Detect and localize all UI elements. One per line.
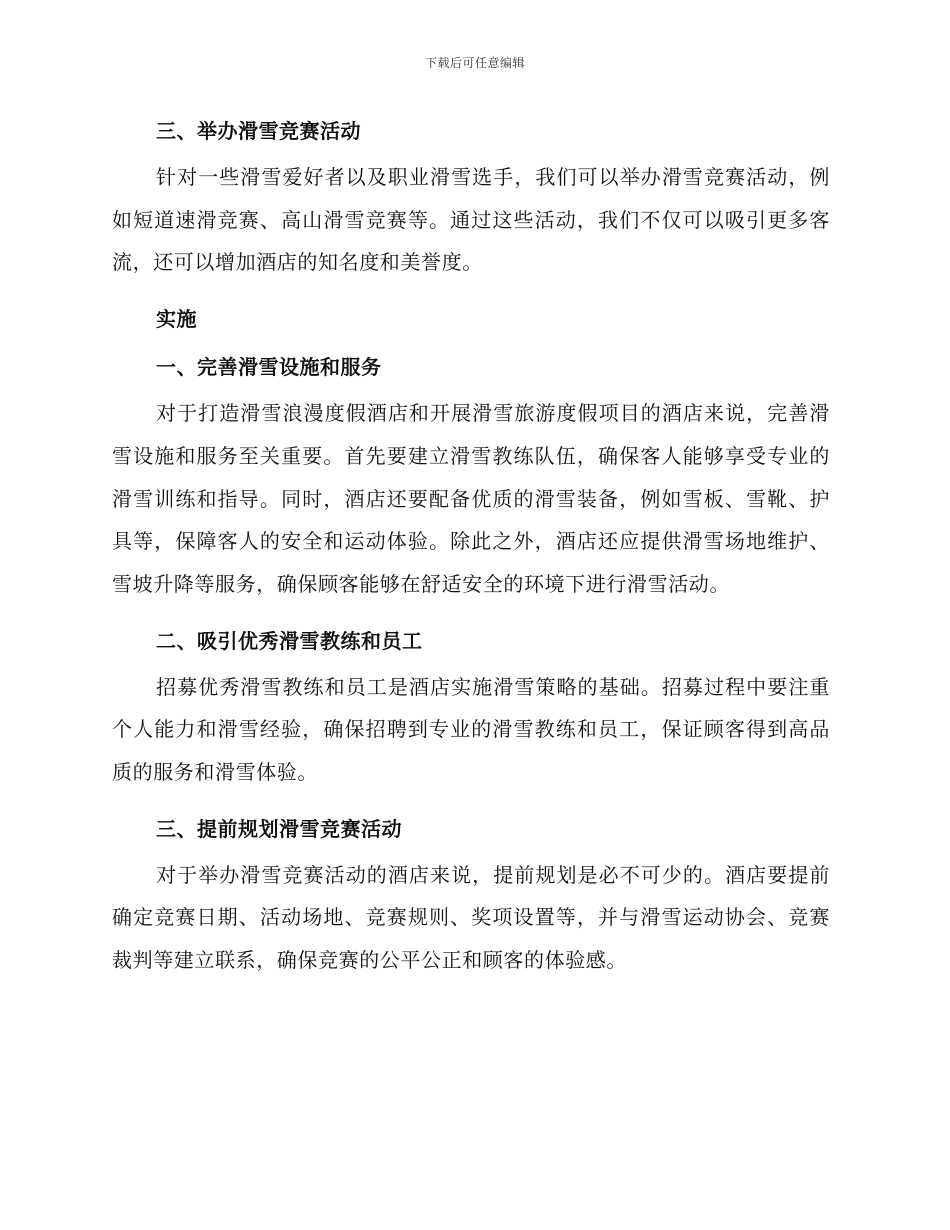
paragraph-coaches-staff: 招募优秀滑雪教练和员工是酒店实施滑雪策略的基础。招募过程中要注重个人能力和滑雪经验，确保招聘到专业的滑雪教练和员工，保证顾客得到高品质的服务和滑雪体验。 <box>112 674 830 785</box>
paragraph-plan-competitions: 对于举办滑雪竞赛活动的酒店来说，提前规划是必不可少的。酒店要提前确定竞赛日期、活动场地、竞赛规则、奖项设置等，并与滑雪运动协会、竞赛裁判等建立联系，确保竞赛的公平公正和顾客的体验感。 <box>112 862 830 973</box>
section-heading-plan-competitions: 三、提前规划滑雪竞赛活动 <box>156 816 402 841</box>
paragraph-competition-activities: 针对一些滑雪爱好者以及职业滑雪选手，我们可以举办滑雪竞赛活动，例如短道速滑竞赛、高山滑雪竞赛等。通过这些活动，我们不仅可以吸引更多客流，还可以增加酒店的知名度和美誉度。 <box>112 165 830 275</box>
section-heading-implementation: 实施 <box>156 307 197 332</box>
paragraph-facilities-services: 对于打造滑雪浪漫度假酒店和开展滑雪旅游度假项目的酒店来说，完善滑雪设施和服务至关重要。首先要建立滑雪教练队伍，确保客人能够享受专业的滑雪训练和指导。同时，酒店还要配备优质的滑雪装备，例如雪板、雪靴、护具等，保障客人的安全和运动体验。除此之外，酒店还应提供滑雪场地维护、雪坡升降等服务，确保顾客能够在舒适安全的环境下进行滑雪活动。 <box>112 401 830 596</box>
section-heading-competition-activities: 三、举办滑雪竞赛活动 <box>156 119 361 143</box>
header-note: 下载后可任意编辑 <box>424 56 525 70</box>
section-heading-facilities-services: 一、完善滑雪设施和服务 <box>156 355 382 380</box>
document-body <box>112 110 830 996</box>
section-heading-coaches-staff: 二、吸引优秀滑雪教练和员工 <box>156 628 423 653</box>
